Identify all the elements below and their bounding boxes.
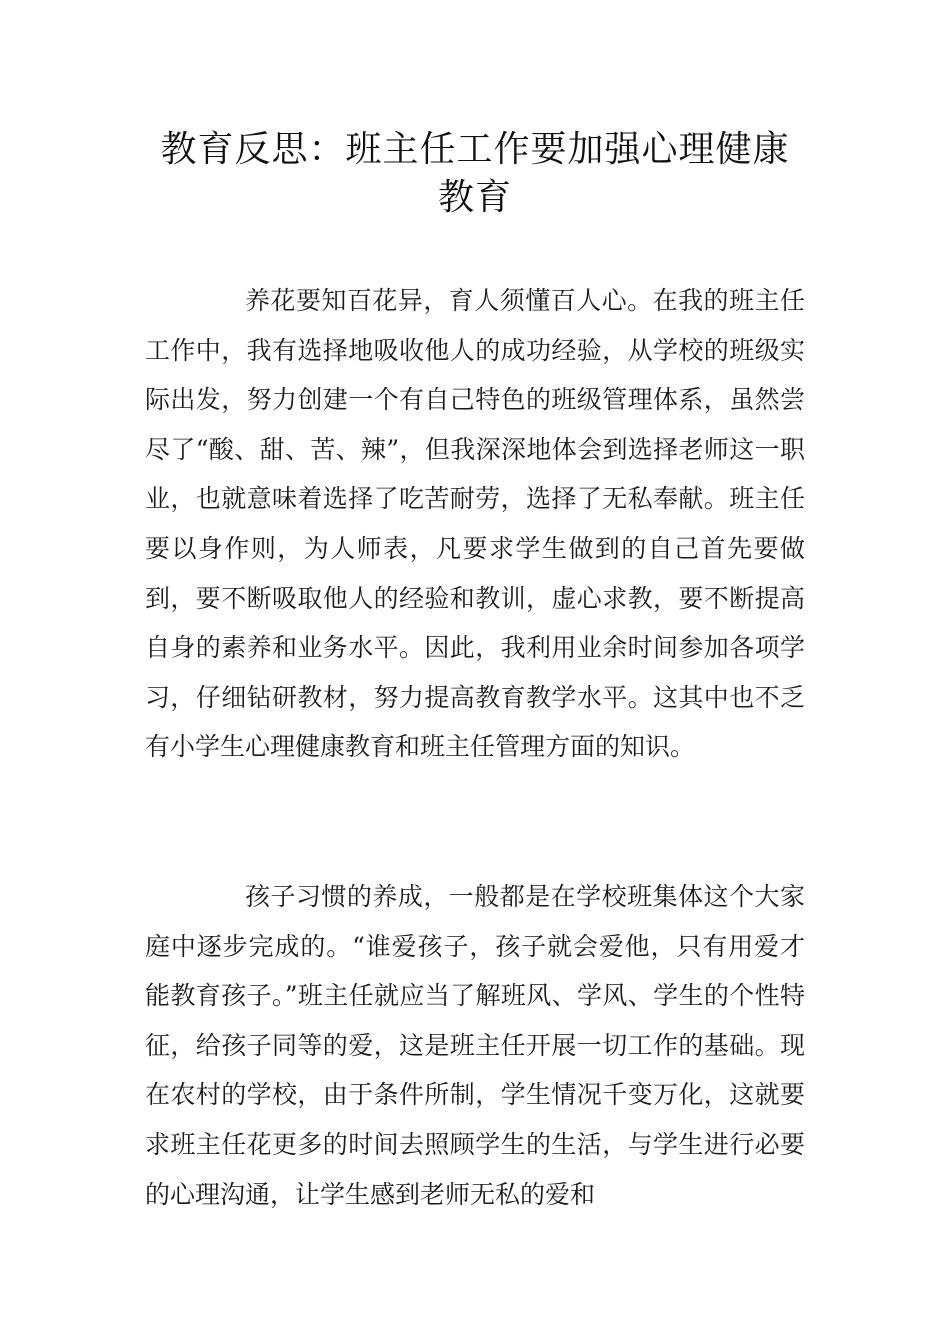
- document-title: 教育反思：班主任工作要加强心理健康教育: [160, 129, 790, 218]
- paragraph-1: 养花要知百花异，育人须懂百人心。在我的班主任工作中，我有选择地吸收他人的成功经验，从学校的班级实际出发，努力创建一个有自己特色的班级管理体系，虽然尝尽了“酸、甜、苦、辣”，但我深深地体会到选择老师这一职业，也就意味着选择了吃苦耐劳，选择了无私奉献。班主任要以身作则，为人师表，凡要求学生做到的自己首先要做到，要不断吸取他人的经验和教训，虚心求教，要不断提高自身的素养和业务水平。因此，我利用业余时间参加各项学习，仔细钻研教材，努力提高教育教学水平。这其中也不乏有小学生心理健康教育和班主任管理方面的知识。: [145, 286, 805, 762]
- paragraph-2: 孩子习惯的养成，一般都是在学校班集体这个大家庭中逐步完成的。“谁爱孩子，孩子就会爱他，只有用爱才能教育孩子。”班主任就应当了解班风、学风、学生的个性特征，给孩子同等的爱，这是班主任开展一切工作的基础。现在农村的学校，由于条件所制，学生情况千变万化，这就要求班主任花更多的时间去照顾学生的生活，与学生进行必要的心理沟通，让学生感到老师无私的爱和: [145, 882, 805, 1209]
